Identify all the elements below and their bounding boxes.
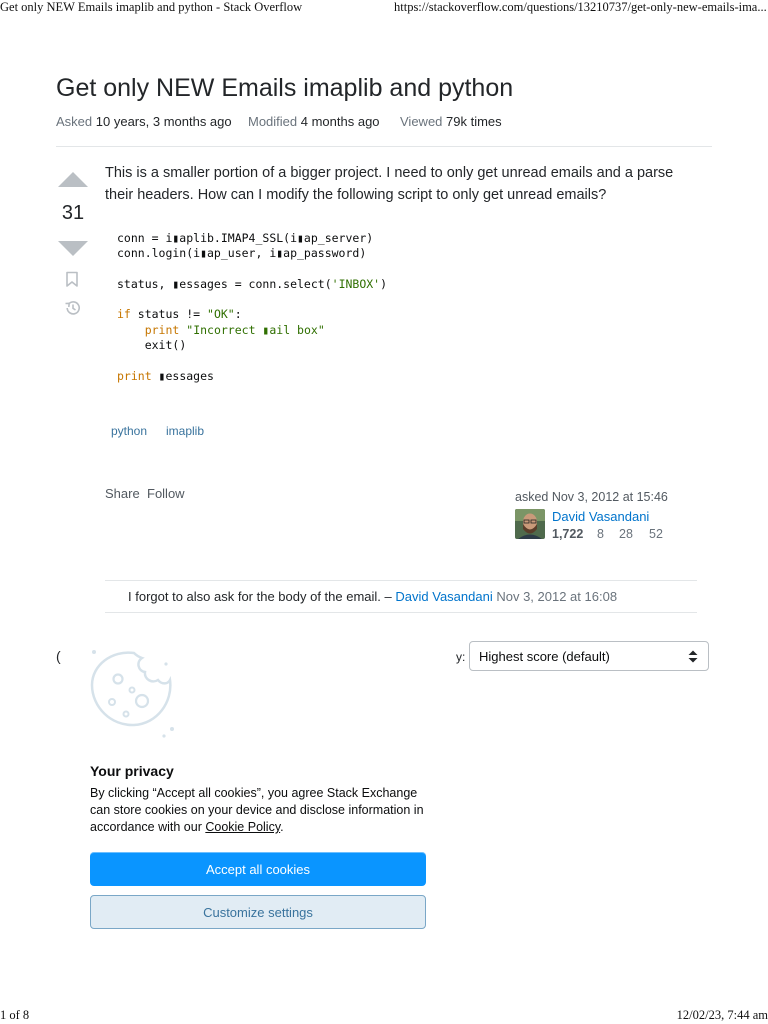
code-string: "Incorrect ▮ail box": [186, 322, 325, 337]
print-page-number: 1 of 8: [0, 1008, 30, 1022]
code-text: status !=: [130, 307, 208, 322]
upvote-icon[interactable]: [58, 172, 88, 187]
bronze-badge-count: 52: [649, 527, 663, 541]
privacy-text: [90, 785, 435, 836]
code-text: ): [380, 276, 388, 291]
asked-timestamp: asked Nov 3, 2012 at 15:46: [515, 490, 668, 504]
modified-meta: [248, 114, 380, 129]
code-line: conn.login(i▮ap_user, i▮ap_password): [117, 246, 367, 261]
question-title[interactable]: Get only NEW Emails imaplib and python: [56, 74, 514, 102]
code-line: [117, 307, 242, 321]
header-divider: [56, 146, 712, 147]
asked-label: Asked: [56, 114, 93, 129]
privacy-heading: Your privacy: [90, 763, 174, 779]
privacy-body: By clicking “Accept all cookies”, you agree Stack Exchange can store cookies on your device and disclose information in accordance with our: [90, 786, 424, 834]
code-line: conn = i▮aplib.IMAP4_SSL(i▮ap_server): [117, 231, 374, 245]
answers-count-fragment: (: [56, 648, 61, 664]
downvote-icon[interactable]: [58, 241, 88, 256]
asked-meta: [56, 114, 232, 129]
code-text: status, ▮essages = conn.select(: [117, 276, 332, 291]
question-body: This is a smaller portion of a bigger project. I need to only get unread emails and a parse their headers. How can I modify the following script to only get unread emails?: [105, 165, 674, 203]
sort-arrows-icon: [688, 650, 698, 668]
code-line: exit(): [144, 338, 187, 353]
print-date: 12/02/23, 7:44 am: [676, 1008, 768, 1022]
accept-all-cookies-button[interactable]: Accept all cookies: [90, 852, 426, 886]
share-link[interactable]: Share: [105, 486, 140, 501]
code-block: [117, 231, 387, 384]
comment-divider: [105, 612, 697, 613]
follow-link[interactable]: Follow: [147, 486, 185, 501]
code-line: [117, 369, 214, 383]
code-string: 'INBOX': [331, 276, 381, 291]
gold-badge-count: 8: [597, 527, 604, 541]
code-line: [145, 323, 325, 337]
viewed-value: 79k times: [446, 114, 502, 129]
sort-label: y:: [456, 650, 466, 664]
bookmark-icon[interactable]: [65, 271, 79, 293]
modified-value[interactable]: 4 months ago: [300, 114, 380, 129]
code-line: [117, 277, 387, 291]
vote-count: 31: [61, 202, 85, 224]
comment: [128, 589, 617, 604]
avatar[interactable]: [515, 509, 545, 539]
print-header-title: Get only NEW Emails imaplib and python - Stack Overflow: [0, 0, 303, 14]
viewed-meta: [400, 114, 502, 129]
viewed-label: Viewed: [400, 114, 443, 129]
print-header-url: https://stackoverflow.com/questions/13210737/get-only-new-emails-ima...: [394, 0, 767, 14]
cookie-policy-link[interactable]: Cookie Policy: [205, 820, 281, 834]
code-keyword: print: [144, 322, 180, 337]
sort-select[interactable]: [469, 641, 709, 671]
code-text: ▮essages: [151, 368, 214, 383]
comment-date: Nov 3, 2012 at 16:08: [496, 589, 618, 604]
code-keyword: print: [117, 368, 152, 383]
sort-select-value: Highest score (default): [479, 649, 610, 664]
user-name-link[interactable]: David Vasandani: [552, 509, 650, 524]
history-icon[interactable]: [64, 299, 82, 322]
comment-text: I forgot to also ask for the body of the email. –: [128, 589, 392, 604]
code-text: :: [234, 307, 242, 322]
tag-python[interactable]: python: [111, 424, 148, 438]
code-string: "OK": [207, 307, 235, 322]
silver-badge-count: 28: [619, 527, 633, 541]
privacy-body-end: .: [280, 820, 284, 834]
comment-user-link[interactable]: David Vasandani: [395, 589, 493, 604]
comment-divider: [105, 580, 697, 581]
asked-value: 10 years, 3 months ago: [95, 114, 232, 129]
code-keyword: if: [117, 307, 131, 322]
tag-imaplib[interactable]: imaplib: [166, 424, 205, 438]
customize-settings-button[interactable]: Customize settings: [90, 895, 426, 929]
cookie-icon: [84, 644, 180, 745]
user-reputation: 1,722: [552, 527, 584, 541]
modified-label: Modified: [248, 114, 298, 129]
